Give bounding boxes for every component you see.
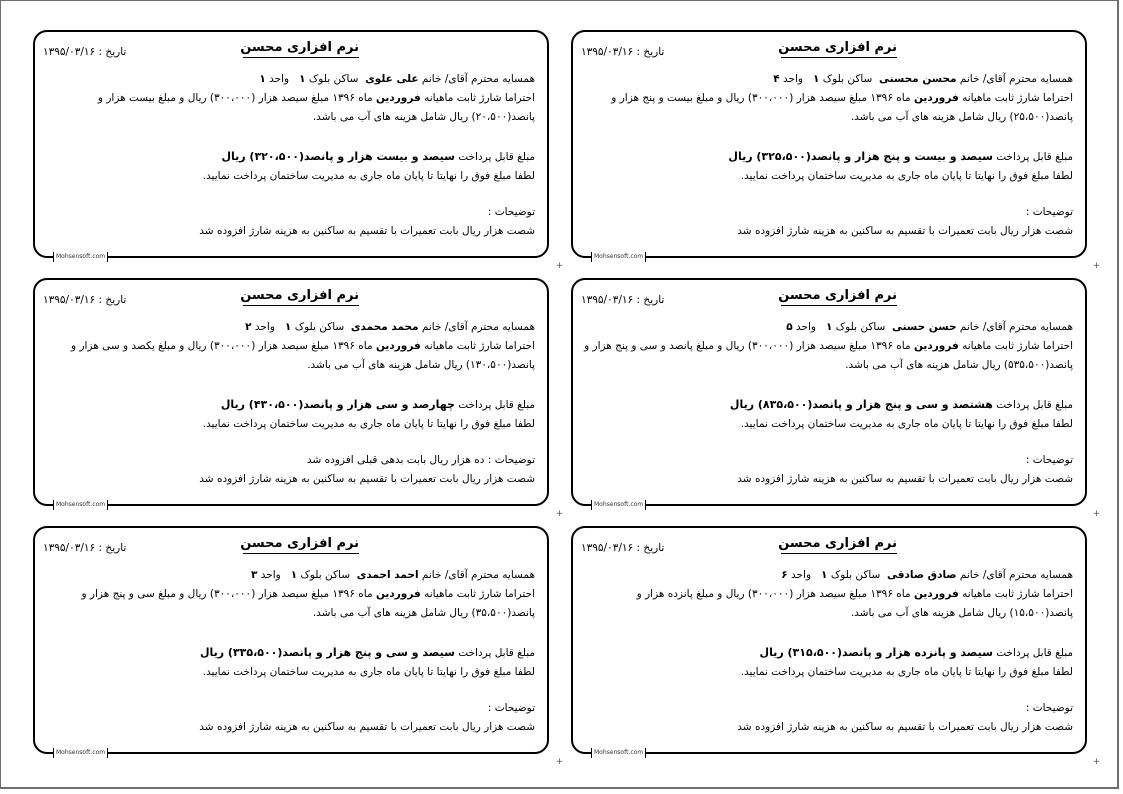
notice-title: نرم افزاری محسن bbox=[243, 40, 359, 58]
resident-name: حسن حسنی bbox=[892, 321, 957, 333]
charge-line: احتراما شارژ ثابت ماهیانه فروردین ماه ۱۳۹۶ مبلغ سیصد هزار (۳۰۰،۰۰۰) ریال و مبلغ پانصد و سی و پنج هزار و پانصد(۵۳۵،۵۰۰) ریال شامل هزینه های آب می باشد. bbox=[584, 340, 1073, 371]
crop-mark-icon: + bbox=[1092, 261, 1101, 271]
notice-title: نرم افزاری محسن bbox=[243, 536, 359, 554]
greeting-line: همسایه محترم آقای/ خانم علی علوی ساکن بلوک ۱ واحد ۱ bbox=[259, 73, 535, 85]
charge-notice-card bbox=[33, 30, 549, 258]
notes-text: شصت هزار ریال بابت تعمیرات با تقسیم به ساکنین به هزینه شارژ افزوده شد bbox=[199, 721, 535, 733]
resident-name: علی علوی bbox=[365, 73, 419, 85]
notice-date: تاریخ : ۱۳۹۵/۰۳/۱۶ bbox=[581, 542, 665, 554]
notice-body bbox=[583, 318, 1073, 489]
notice-title: نرم افزاری محسن bbox=[781, 536, 897, 554]
payable-amount: چهارصد و سی هزار و پانصد(۴۳۰،۵۰۰) ریال bbox=[220, 398, 455, 411]
resident-name: صادق صادقی bbox=[887, 569, 957, 581]
notice-body bbox=[45, 318, 535, 489]
request-line: لطفا مبلغ فوق را نهایتا تا پایان ماه جاری به مدیریت ساختمان پرداخت نمایید. bbox=[202, 170, 535, 182]
greeting-line: همسایه محترم آقای/ خانم صادق صادقی ساکن بلوک ۱ واحد ۶ bbox=[781, 569, 1073, 581]
request-line: لطفا مبلغ فوق را نهایتا تا پایان ماه جاری به مدیریت ساختمان پرداخت نمایید. bbox=[202, 666, 535, 678]
notice-title: نرم افزاری محسن bbox=[781, 288, 897, 306]
notice-date: تاریخ : ۱۳۹۵/۰۳/۱۶ bbox=[43, 46, 127, 58]
notes-text: شصت هزار ریال بابت تعمیرات با تقسیم به ساکنین به هزینه شارژ افزوده شد bbox=[199, 473, 535, 485]
payable-line: مبلغ قابل پرداخت سیصد و سی و پنج هزار و پانصد(۳۳۵،۵۰۰) ریال bbox=[199, 646, 535, 659]
notice-title: نرم افزاری محسن bbox=[243, 288, 359, 306]
payable-amount: سیصد و سی و پنج هزار و پانصد(۳۳۵،۵۰۰) ریال bbox=[199, 646, 455, 659]
payable-line: مبلغ قابل پرداخت چهارصد و سی هزار و پانصد(۴۳۰،۵۰۰) ریال bbox=[220, 398, 535, 411]
notes-label: توضیحات : bbox=[1025, 454, 1073, 466]
notice-date: تاریخ : ۱۳۹۵/۰۳/۱۶ bbox=[43, 294, 127, 306]
payable-line: مبلغ قابل پرداخت سیصد و بیست و پنج هزار و پانصد(۳۲۵،۵۰۰) ریال bbox=[728, 150, 1073, 163]
payable-line: مبلغ قابل پرداخت سیصد و پانزده هزار و پانصد(۳۱۵،۵۰۰) ریال bbox=[759, 646, 1073, 659]
footer-watermark: Mohsensoft.com bbox=[53, 500, 108, 510]
greeting-line: همسایه محترم آقای/ خانم احمد احمدی ساکن بلوک ۱ واحد ۳ bbox=[250, 569, 535, 581]
payable-amount: سیصد و بیست و پنج هزار و پانصد(۳۲۵،۵۰۰) ریال bbox=[728, 150, 993, 163]
footer-watermark: Mohsensoft.com bbox=[591, 252, 646, 262]
greeting-line: همسایه محترم آقای/ خانم محمد محمدی ساکن بلوک ۱ واحد ۲ bbox=[245, 321, 535, 333]
notice-date: تاریخ : ۱۳۹۵/۰۳/۱۶ bbox=[581, 46, 665, 58]
crop-mark-icon: + bbox=[1092, 757, 1101, 767]
charge-line: احتراما شارژ ثابت ماهیانه فروردین ماه ۱۳۹۶ مبلغ سیصد هزار (۳۰۰،۰۰۰) ریال و مبلغ بیست هزار و پانصد(۲۰،۵۰۰) ریال شامل هزینه های آب می باشد. bbox=[97, 92, 535, 123]
request-line: لطفا مبلغ فوق را نهایتا تا پایان ماه جاری به مدیریت ساختمان پرداخت نمایید. bbox=[740, 666, 1073, 678]
notice-date: تاریخ : ۱۳۹۵/۰۳/۱۶ bbox=[43, 542, 127, 554]
resident-name: محسن محسنی bbox=[879, 73, 957, 85]
charge-notice-card bbox=[33, 278, 549, 506]
crop-mark-icon: + bbox=[555, 757, 564, 767]
greeting-line: همسایه محترم آقای/ خانم حسن حسنی ساکن بلوک ۱ واحد ۵ bbox=[786, 321, 1073, 333]
notes-text: شصت هزار ریال بابت تعمیرات با تقسیم به ساکنین به هزینه شارژ افزوده شد bbox=[199, 225, 535, 237]
notice-body bbox=[45, 566, 535, 737]
notes-label: توضیحات : bbox=[487, 206, 535, 218]
request-line: لطفا مبلغ فوق را نهایتا تا پایان ماه جاری به مدیریت ساختمان پرداخت نمایید. bbox=[202, 418, 535, 430]
notes-label: توضیحات : bbox=[1025, 206, 1073, 218]
crop-mark-icon: + bbox=[555, 509, 564, 519]
notice-body bbox=[45, 70, 535, 241]
notes-text: شصت هزار ریال بابت تعمیرات با تقسیم به ساکنین به هزینه شارژ افزوده شد bbox=[737, 473, 1073, 485]
payable-amount: هشتصد و سی و پنج هزار و پانصد(۸۳۵،۵۰۰) ریال bbox=[729, 398, 993, 411]
charge-notice-card bbox=[571, 526, 1087, 754]
charge-notice-card bbox=[33, 526, 549, 754]
greeting-line: همسایه محترم آقای/ خانم محسن محسنی ساکن بلوک ۱ واحد ۴ bbox=[773, 73, 1073, 85]
notes-text: شصت هزار ریال بابت تعمیرات با تقسیم به ساکنین به هزینه شارژ افزوده شد bbox=[737, 225, 1073, 237]
notes-text: شصت هزار ریال بابت تعمیرات با تقسیم به ساکنین به هزینه شارژ افزوده شد bbox=[737, 721, 1073, 733]
request-line: لطفا مبلغ فوق را نهایتا تا پایان ماه جاری به مدیریت ساختمان پرداخت نمایید. bbox=[740, 170, 1073, 182]
notes-label: توضیحات : bbox=[487, 702, 535, 714]
footer-watermark: Mohsensoft.com bbox=[53, 252, 108, 262]
request-line: لطفا مبلغ فوق را نهایتا تا پایان ماه جاری به مدیریت ساختمان پرداخت نمایید. bbox=[740, 418, 1073, 430]
crop-mark-icon: + bbox=[1092, 509, 1101, 519]
resident-name: محمد محمدی bbox=[350, 321, 419, 333]
footer-watermark: Mohsensoft.com bbox=[591, 748, 646, 758]
charge-line: احتراما شارژ ثابت ماهیانه فروردین ماه ۱۳۹۶ مبلغ سیصد هزار (۳۰۰،۰۰۰) ریال و مبلغ پانزده هزار و پانصد(۱۵،۵۰۰) ریال شامل هزینه های آب می باشد. bbox=[636, 588, 1073, 619]
crop-mark-icon: + bbox=[555, 261, 564, 271]
notes-label: توضیحات : ده هزار ریال بابت بدهی قبلی افزوده شد bbox=[307, 454, 535, 466]
notice-body bbox=[583, 566, 1073, 737]
charge-notice-card bbox=[571, 278, 1087, 506]
charge-line: احتراما شارژ ثابت ماهیانه فروردین ماه ۱۳۹۶ مبلغ سیصد هزار (۳۰۰،۰۰۰) ریال و مبلغ یکصد و سی هزار و پانصد(۱۳۰،۵۰۰) ریال شامل هزینه های آب می باشد. bbox=[71, 340, 535, 371]
charge-line: احتراما شارژ ثابت ماهیانه فروردین ماه ۱۳۹۶ مبلغ سیصد هزار (۳۰۰،۰۰۰) ریال و مبلغ بیست و پنج هزار و پانصد(۲۵،۵۰۰) ریال شامل هزینه های آب می باشد. bbox=[611, 92, 1073, 123]
resident-name: احمد احمدی bbox=[356, 569, 419, 581]
charge-notice-card bbox=[571, 30, 1087, 258]
payable-line: مبلغ قابل پرداخت هشتصد و سی و پنج هزار و پانصد(۸۳۵،۵۰۰) ریال bbox=[729, 398, 1073, 411]
notice-date: تاریخ : ۱۳۹۵/۰۳/۱۶ bbox=[581, 294, 665, 306]
payable-line: مبلغ قابل پرداخت سیصد و بیست هزار و پانصد(۳۲۰،۵۰۰) ریال bbox=[221, 150, 535, 163]
charge-line: احتراما شارژ ثابت ماهیانه فروردین ماه ۱۳۹۶ مبلغ سیصد هزار (۳۰۰،۰۰۰) ریال و مبلغ سی و پنج هزار و پانصد(۳۵،۵۰۰) ریال شامل هزینه های آب می باشد. bbox=[81, 588, 535, 619]
notes-label: توضیحات : bbox=[1025, 702, 1073, 714]
footer-watermark: Mohsensoft.com bbox=[53, 748, 108, 758]
footer-watermark: Mohsensoft.com bbox=[591, 500, 646, 510]
payable-amount: سیصد و پانزده هزار و پانصد(۳۱۵،۵۰۰) ریال bbox=[759, 646, 993, 659]
notice-body bbox=[583, 70, 1073, 241]
payable-amount: سیصد و بیست هزار و پانصد(۳۲۰،۵۰۰) ریال bbox=[221, 150, 455, 163]
notice-title: نرم افزاری محسن bbox=[781, 40, 897, 58]
